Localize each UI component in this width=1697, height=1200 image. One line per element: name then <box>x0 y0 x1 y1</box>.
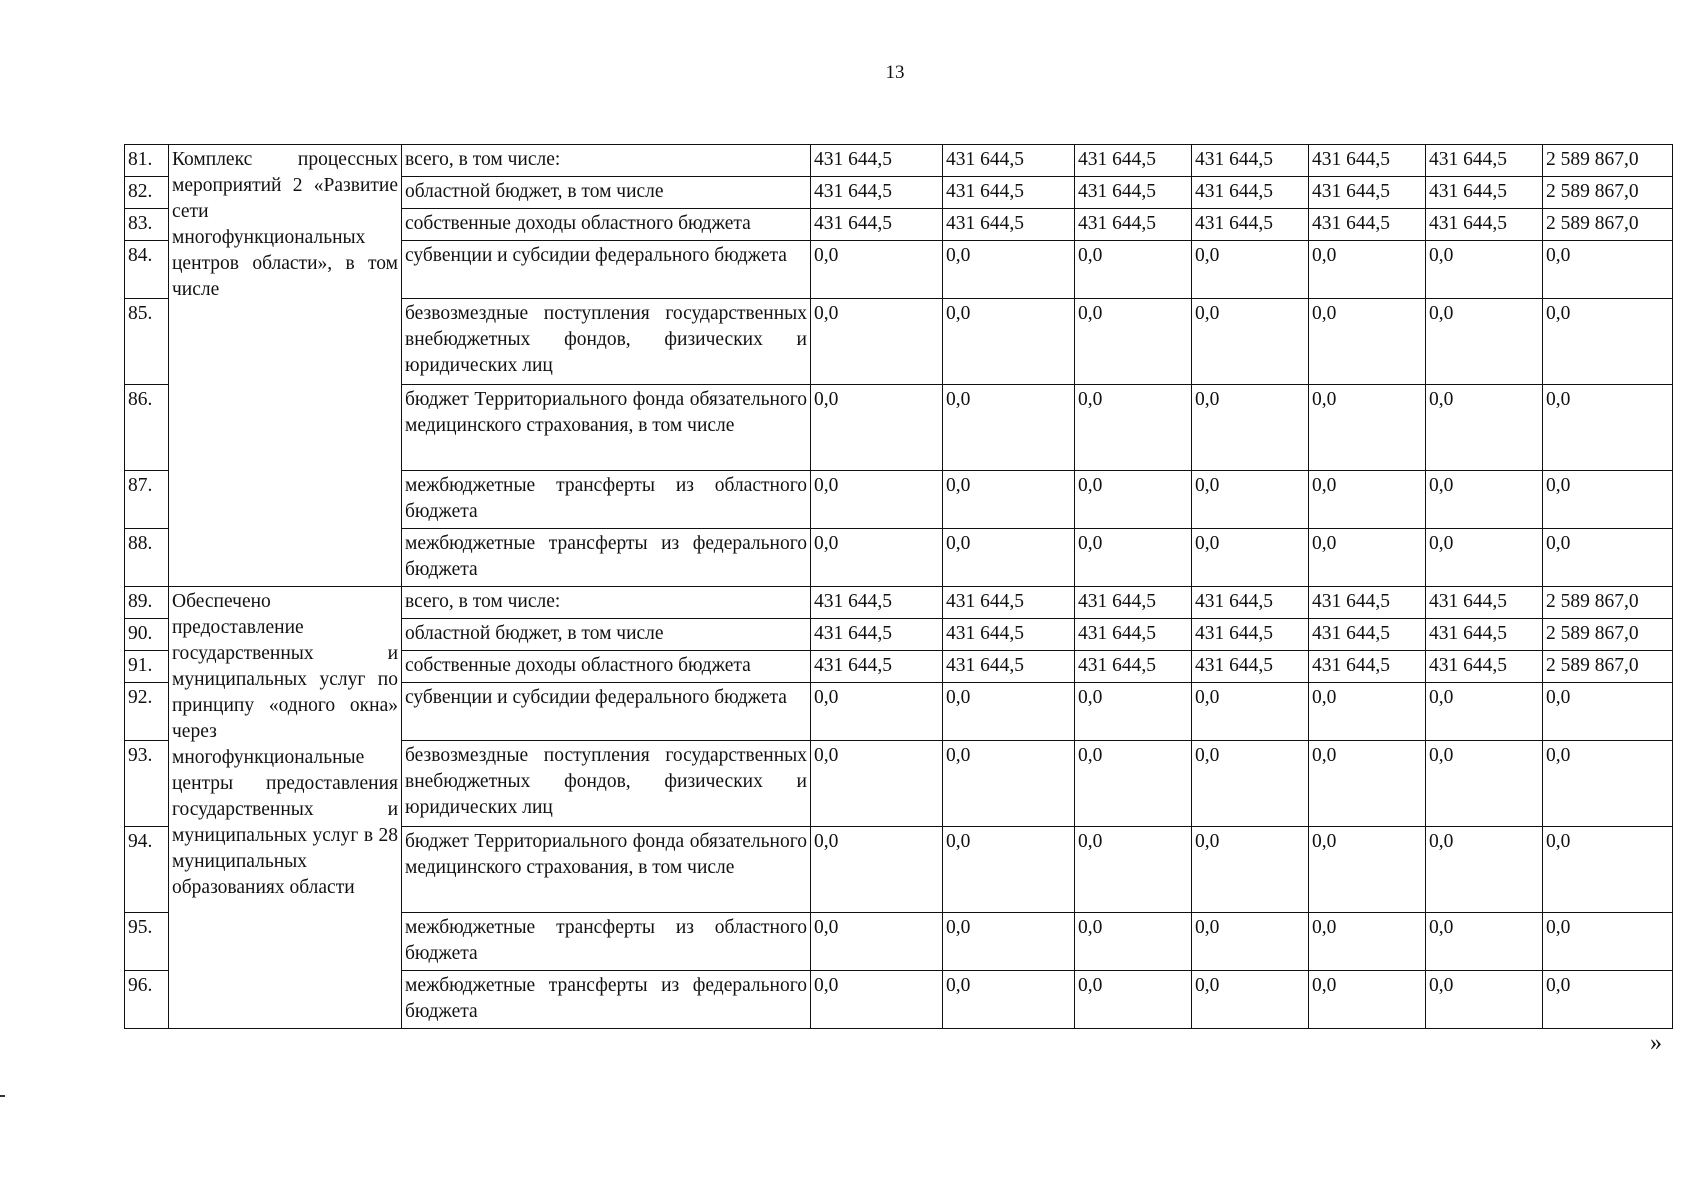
value-cell: 0,0 <box>943 741 1075 827</box>
value-cell: 0,0 <box>1192 971 1309 1029</box>
margin-mark <box>0 1095 5 1097</box>
value-cell: 0,0 <box>943 529 1075 587</box>
value-cell: 0,0 <box>1192 827 1309 913</box>
value-cell: 0,0 <box>943 241 1075 299</box>
total-value-cell: 0,0 <box>1543 741 1673 827</box>
value-cell: 0,0 <box>1192 385 1309 471</box>
total-value-cell: 0,0 <box>1543 529 1673 587</box>
value-cell: 431 644,5 <box>1192 651 1309 683</box>
funding-source: межбюджетные трансферты из областного бюджета <box>402 913 811 971</box>
total-value-cell: 0,0 <box>1543 827 1673 913</box>
value-cell: 431 644,5 <box>1192 209 1309 241</box>
value-cell: 0,0 <box>811 385 943 471</box>
value-cell: 0,0 <box>1075 471 1192 529</box>
value-cell: 431 644,5 <box>943 651 1075 683</box>
value-cell: 0,0 <box>811 683 943 741</box>
activity-description: Обеспечено предоставление государственных и муниципальных услуг по принципу «одного окна» через многофункциональные центры предоставления государственных и муниципальных услуг в 28 муниципальных образованиях области <box>169 587 402 1029</box>
row-number: 89. <box>125 587 169 619</box>
value-cell: 0,0 <box>943 471 1075 529</box>
total-value-cell: 0,0 <box>1543 913 1673 971</box>
total-value-cell: 2 589 867,0 <box>1543 145 1673 177</box>
value-cell: 0,0 <box>811 827 943 913</box>
value-cell: 431 644,5 <box>811 177 943 209</box>
total-value-cell: 0,0 <box>1543 299 1673 385</box>
value-cell: 0,0 <box>1426 241 1543 299</box>
value-cell: 0,0 <box>1309 299 1426 385</box>
value-cell: 0,0 <box>1309 827 1426 913</box>
value-cell: 0,0 <box>1075 971 1192 1029</box>
row-number: 84. <box>125 241 169 299</box>
value-cell: 0,0 <box>943 971 1075 1029</box>
value-cell: 0,0 <box>1309 385 1426 471</box>
value-cell: 431 644,5 <box>943 145 1075 177</box>
row-number: 90. <box>125 619 169 651</box>
value-cell: 431 644,5 <box>943 177 1075 209</box>
row-number: 92. <box>125 683 169 741</box>
value-cell: 0,0 <box>1192 299 1309 385</box>
value-cell: 431 644,5 <box>1075 177 1192 209</box>
value-cell: 0,0 <box>1309 913 1426 971</box>
value-cell: 0,0 <box>1426 299 1543 385</box>
value-cell: 0,0 <box>1426 913 1543 971</box>
value-cell: 431 644,5 <box>1309 587 1426 619</box>
value-cell: 431 644,5 <box>1309 145 1426 177</box>
value-cell: 0,0 <box>1426 529 1543 587</box>
table-body <box>125 145 1673 1029</box>
value-cell: 431 644,5 <box>1192 145 1309 177</box>
value-cell: 0,0 <box>1192 741 1309 827</box>
total-value-cell: 2 589 867,0 <box>1543 177 1673 209</box>
total-value-cell: 0,0 <box>1543 683 1673 741</box>
value-cell: 0,0 <box>1192 913 1309 971</box>
value-cell: 431 644,5 <box>1192 177 1309 209</box>
funding-source: областной бюджет, в том числе <box>402 619 811 651</box>
value-cell: 431 644,5 <box>1426 145 1543 177</box>
value-cell: 0,0 <box>811 471 943 529</box>
value-cell: 431 644,5 <box>811 587 943 619</box>
page-number: 13 <box>885 62 905 83</box>
row-number: 82. <box>125 177 169 209</box>
value-cell: 0,0 <box>1075 683 1192 741</box>
value-cell: 0,0 <box>943 683 1075 741</box>
value-cell: 431 644,5 <box>1426 619 1543 651</box>
row-number: 88. <box>125 529 169 587</box>
value-cell: 0,0 <box>1192 241 1309 299</box>
value-cell: 431 644,5 <box>1426 209 1543 241</box>
value-cell: 0,0 <box>1075 385 1192 471</box>
value-cell: 0,0 <box>1075 241 1192 299</box>
value-cell: 0,0 <box>1426 471 1543 529</box>
value-cell: 431 644,5 <box>1075 587 1192 619</box>
table-row <box>125 145 1673 177</box>
value-cell: 0,0 <box>1426 741 1543 827</box>
value-cell: 0,0 <box>1309 471 1426 529</box>
value-cell: 431 644,5 <box>811 145 943 177</box>
funding-source: межбюджетные трансферты из федерального бюджета <box>402 529 811 587</box>
value-cell: 431 644,5 <box>1426 177 1543 209</box>
value-cell: 431 644,5 <box>1309 209 1426 241</box>
row-number: 93. <box>125 741 169 827</box>
value-cell: 0,0 <box>1075 299 1192 385</box>
total-value-cell: 0,0 <box>1543 971 1673 1029</box>
value-cell: 431 644,5 <box>943 587 1075 619</box>
row-number: 87. <box>125 471 169 529</box>
value-cell: 431 644,5 <box>1426 587 1543 619</box>
value-cell: 431 644,5 <box>943 619 1075 651</box>
activity-description: Комплекс процессных мероприятий 2 «Развитие сети многофункциональных центров области», в том числе <box>169 145 402 587</box>
value-cell: 431 644,5 <box>943 209 1075 241</box>
value-cell: 0,0 <box>1075 827 1192 913</box>
total-value-cell: 2 589 867,0 <box>1543 619 1673 651</box>
value-cell: 431 644,5 <box>1075 619 1192 651</box>
row-number: 91. <box>125 651 169 683</box>
value-cell: 431 644,5 <box>1192 587 1309 619</box>
value-cell: 0,0 <box>943 827 1075 913</box>
value-cell: 431 644,5 <box>811 651 943 683</box>
funding-source: межбюджетные трансферты из федерального бюджета <box>402 971 811 1029</box>
row-number: 81. <box>125 145 169 177</box>
total-value-cell: 2 589 867,0 <box>1543 209 1673 241</box>
value-cell: 0,0 <box>1309 241 1426 299</box>
total-value-cell: 2 589 867,0 <box>1543 651 1673 683</box>
funding-source: всего, в том числе: <box>402 145 811 177</box>
value-cell: 431 644,5 <box>1075 651 1192 683</box>
row-number: 96. <box>125 971 169 1029</box>
value-cell: 431 644,5 <box>1309 177 1426 209</box>
funding-source: субвенции и субсидии федерального бюджета <box>402 241 811 299</box>
value-cell: 0,0 <box>943 299 1075 385</box>
value-cell: 431 644,5 <box>1309 651 1426 683</box>
value-cell: 0,0 <box>1075 529 1192 587</box>
row-number: 85. <box>125 299 169 385</box>
value-cell: 431 644,5 <box>811 209 943 241</box>
value-cell: 0,0 <box>811 913 943 971</box>
funding-source: всего, в том числе: <box>402 587 811 619</box>
value-cell: 0,0 <box>1426 971 1543 1029</box>
total-value-cell: 2 589 867,0 <box>1543 587 1673 619</box>
financing-table <box>124 144 1673 1029</box>
value-cell: 0,0 <box>1192 683 1309 741</box>
value-cell: 0,0 <box>1426 827 1543 913</box>
value-cell: 0,0 <box>1309 529 1426 587</box>
funding-source: собственные доходы областного бюджета <box>402 209 811 241</box>
funding-source: межбюджетные трансферты из областного бюджета <box>402 471 811 529</box>
value-cell: 0,0 <box>1309 683 1426 741</box>
value-cell: 431 644,5 <box>1075 209 1192 241</box>
funding-source: безвозмездные поступления государственных внебюджетных фондов, физических и юридических лиц <box>402 299 811 385</box>
value-cell: 0,0 <box>811 241 943 299</box>
value-cell: 431 644,5 <box>811 619 943 651</box>
row-number: 95. <box>125 913 169 971</box>
value-cell: 0,0 <box>1309 971 1426 1029</box>
value-cell: 0,0 <box>811 971 943 1029</box>
row-number: 83. <box>125 209 169 241</box>
value-cell: 0,0 <box>943 913 1075 971</box>
value-cell: 0,0 <box>1192 471 1309 529</box>
value-cell: 431 644,5 <box>1426 651 1543 683</box>
table-row <box>125 587 1673 619</box>
funding-source: собственные доходы областного бюджета <box>402 651 811 683</box>
value-cell: 0,0 <box>943 385 1075 471</box>
funding-source: областной бюджет, в том числе <box>402 177 811 209</box>
value-cell: 431 644,5 <box>1192 619 1309 651</box>
funding-source: бюджет Территориального фонда обязательного медицинского страхования, в том числе <box>402 385 811 471</box>
funding-source: безвозмездные поступления государственных внебюджетных фондов, физических и юридических лиц <box>402 741 811 827</box>
value-cell: 0,0 <box>811 741 943 827</box>
value-cell: 0,0 <box>811 529 943 587</box>
value-cell: 0,0 <box>1192 529 1309 587</box>
value-cell: 0,0 <box>1075 913 1192 971</box>
total-value-cell: 0,0 <box>1543 471 1673 529</box>
value-cell: 431 644,5 <box>1309 619 1426 651</box>
value-cell: 0,0 <box>1309 741 1426 827</box>
funding-source: бюджет Территориального фонда обязательного медицинского страхования, в том числе <box>402 827 811 913</box>
total-value-cell: 0,0 <box>1543 241 1673 299</box>
total-value-cell: 0,0 <box>1543 385 1673 471</box>
value-cell: 0,0 <box>1075 741 1192 827</box>
value-cell: 0,0 <box>1426 385 1543 471</box>
value-cell: 0,0 <box>811 299 943 385</box>
closing-quote: » <box>1650 1030 1662 1056</box>
value-cell: 431 644,5 <box>1075 145 1192 177</box>
row-number: 94. <box>125 827 169 913</box>
funding-source: субвенции и субсидии федерального бюджета <box>402 683 811 741</box>
row-number: 86. <box>125 385 169 471</box>
value-cell: 0,0 <box>1426 683 1543 741</box>
